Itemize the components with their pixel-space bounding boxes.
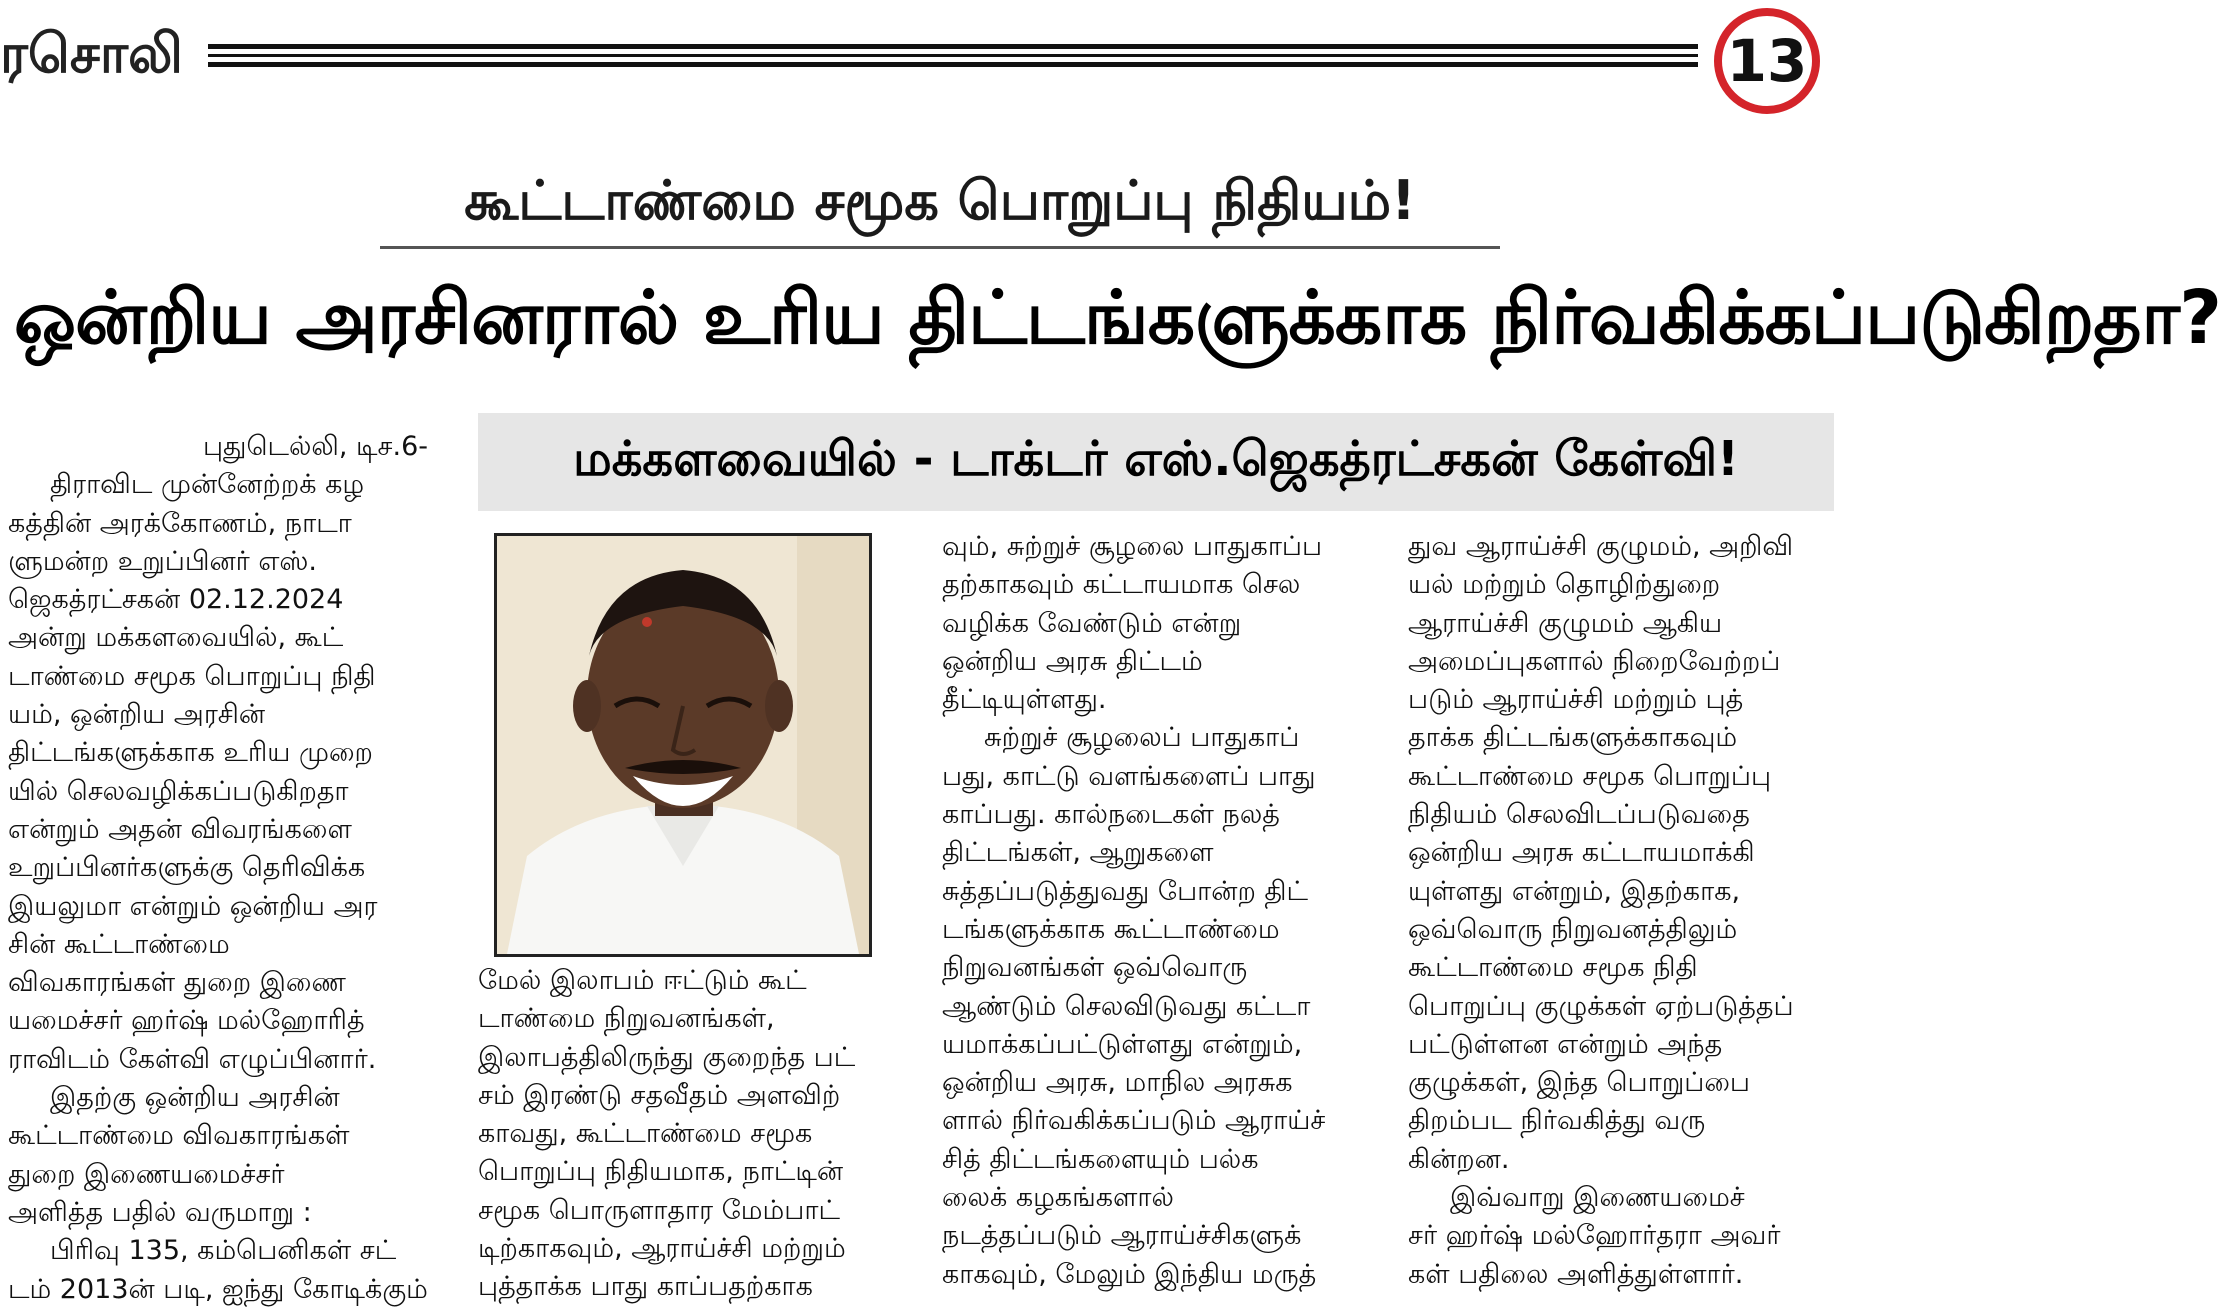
kicker-underline <box>380 246 1500 249</box>
article-column-2 <box>478 962 888 1307</box>
text-line: சம் இரண்டு சதவீதம் அளவிற் <box>478 1079 841 1111</box>
text-line: டங்களுக்காக கூட்டாண்மை <box>942 913 1280 945</box>
article-column-1 <box>8 428 428 1309</box>
text-line: அன்று மக்களவையில், கூட் <box>8 622 344 654</box>
text-line: திராவிட முன்னேற்றக் கழ <box>50 469 365 501</box>
text-line: திறம்பட நிர்வகித்து வரு <box>1408 1105 1706 1137</box>
text-line: யுள்ளது என்றும், இதற்காக, <box>1408 875 1741 907</box>
article-column-4 <box>1408 528 1828 1294</box>
text-line: இயலுமா என்றும் ஒன்றிய அர <box>8 890 378 922</box>
text-line: தீட்டியுள்ளது. <box>942 684 1107 716</box>
text-line: சித் திட்டங்களையும் பல்க <box>942 1143 1259 1175</box>
text-line: யல் மற்றும் தொழிற்துறை <box>1408 569 1721 601</box>
masthead-name: ரசொலி <box>0 22 184 85</box>
text-line: டிற்காகவும், ஆராய்ச்சி மற்றும் <box>478 1233 846 1265</box>
text-line: சுத்தப்படுத்துவது போன்ற திட் <box>942 875 1309 907</box>
text-line: யம், ஒன்றிய அரசின் <box>8 699 266 731</box>
text-line: பிரிவு 135, கம்பெனிகள் சட் <box>50 1235 397 1267</box>
text-line: கூட்டாண்மை சமூக நிதி <box>1408 952 1698 984</box>
text-line: தற்காகவும் கட்டாயமாக செல <box>942 569 1301 601</box>
text-line: யில் செலவழிக்கப்படுகிறதா <box>8 775 349 807</box>
text-line: கூட்டாண்மை விவகாரங்கள் <box>8 1120 350 1152</box>
text-line: யமைச்சர் ஹர்ஷ் மல்ஹோரித் <box>8 1005 365 1037</box>
text-line: காப்பது. கால்நடைகள் நலத் <box>942 799 1280 831</box>
text-line: அளித்த பதில் வருமாறு : <box>8 1196 312 1228</box>
text-line: இதற்கு ஒன்றிய அரசின் <box>50 1082 340 1114</box>
text-line: சமூக பொருளாதார மேம்பாட் <box>478 1194 840 1226</box>
text-line: ளால் நிர்வகிக்கப்படும் ஆராய்ச் <box>942 1105 1326 1137</box>
text-line: இலாபத்திலிருந்து குறைந்த பட் <box>478 1041 856 1073</box>
text-line: நிதியம் செலவிடப்படுவதை <box>1408 799 1750 831</box>
text-line: கின்றன. <box>1408 1143 1510 1175</box>
dateline: புதுடெல்லி, டிச.6- <box>202 431 428 462</box>
text-line: துவ ஆராய்ச்சி குழுமம், அறிவி <box>1408 531 1794 562</box>
text-line: படும் ஆராய்ச்சி மற்றும் புத் <box>1408 684 1744 716</box>
text-line: டாண்மை நிறுவனங்கள், <box>478 1003 775 1035</box>
subhead: மக்களவையில் - டாக்டர் எஸ்.ஜெகத்ரட்சகன் கேள்வி! <box>573 431 1739 487</box>
text-line: பொறுப்பு நிதியமாக, நாட்டின் <box>478 1156 844 1188</box>
kicker-title: கூட்டாண்மை சமூக பொறுப்பு நிதியம்! <box>464 169 1416 232</box>
text-line: ஒவ்வொரு நிறுவனத்திலும் <box>1408 913 1738 945</box>
text-line: வழிக்க வேண்டும் என்று <box>942 607 1242 639</box>
portrait-illustration <box>497 536 869 954</box>
text-line: ஒன்றிய அரசு, மாநில அரசுக <box>942 1067 1293 1099</box>
text-line: குழுக்கள், இந்த பொறுப்பை <box>1408 1067 1751 1099</box>
text-line: ராவிடம் கேள்வி எழுப்பினார். <box>8 1043 377 1075</box>
masthead-rule-bottom <box>208 62 1698 67</box>
portrait-photo <box>494 533 872 957</box>
text-line: ஆராய்ச்சி குழுமம் ஆகிய <box>1408 607 1723 639</box>
text-line: ஆண்டும் செலவிடுவது கட்டா <box>942 990 1311 1022</box>
text-line: ஒன்றிய அரசு திட்டம் <box>942 645 1203 677</box>
text-line: வும், சுற்றுச் சூழலை பாதுகாப்ப <box>942 531 1323 562</box>
text-line: திட்டங்களுக்காக உரிய முறை <box>8 737 373 769</box>
text-line: உறுப்பினர்களுக்கு தெரிவிக்க <box>8 852 366 884</box>
text-line: கத்தின் அரக்கோணம், நாடா <box>8 507 352 539</box>
subhead-box <box>478 413 1834 511</box>
text-line: டம் 2013ன் படி, ஐந்து கோடிக்கும் <box>8 1273 428 1305</box>
text-line: புத்தாக்க பாது காப்பதற்காக <box>478 1271 813 1303</box>
text-line: மேல் இலாபம் ஈட்டும் கூட் <box>478 965 807 996</box>
text-line: பட்டுள்ளன என்றும் அந்த <box>1408 1028 1723 1060</box>
text-line: சின் கூட்டாண்மை <box>8 928 230 960</box>
text-line: விவகாரங்கள் துறை இணை <box>8 967 346 999</box>
text-line: இவ்வாறு இணையமைச் <box>1450 1182 1745 1214</box>
text-line: நிறுவனங்கள் ஒவ்வொரு <box>942 952 1248 984</box>
text-line: தாக்க திட்டங்களுக்காகவும் <box>1408 722 1738 754</box>
main-headline: ஒன்றிய அரசினரால் உரிய திட்டங்களுக்காக நிர்வகிக்கப்படுகிறதா? <box>14 275 2221 361</box>
masthead-rule-top <box>208 44 1698 49</box>
text-line: டாண்மை சமூக பொறுப்பு நிதி <box>8 660 376 692</box>
text-line: சர் ஹர்ஷ் மல்ஹோர்தரா அவர் <box>1408 1220 1781 1252</box>
text-line: காவது, கூட்டாண்மை சமூக <box>478 1118 813 1150</box>
text-line: ஜெகத்ரட்சகன் 02.12.2024 <box>8 584 344 616</box>
text-line: ளுமன்ற உறுப்பினர் எஸ். <box>8 545 318 577</box>
text-line: கள் பதிலை அளித்துள்ளார். <box>1408 1258 1744 1290</box>
text-line: நடத்தப்படும் ஆராய்ச்சிகளுக் <box>942 1220 1302 1252</box>
text-line: துறை இணையமைச்சர் <box>8 1158 285 1190</box>
text-line: கூட்டாண்மை சமூக பொறுப்பு <box>1408 760 1772 792</box>
page-number-badge: 13 <box>1714 8 1820 114</box>
text-line: பொறுப்பு குழுக்கள் ஏற்படுத்தப் <box>1408 990 1794 1022</box>
text-line: லைக் கழகங்களால் <box>942 1182 1174 1214</box>
text-line: பது, காட்டு வளங்களைப் பாது <box>942 760 1316 792</box>
text-line: என்றும் அதன் விவரங்களை <box>8 813 352 845</box>
text-line: யமாக்கப்பட்டுள்ளது என்றும், <box>942 1028 1303 1060</box>
text-line: காகவும், மேலும் இந்திய மருத் <box>942 1258 1317 1290</box>
article-column-3 <box>942 528 1362 1294</box>
text-line: திட்டங்கள், ஆறுகளை <box>942 837 1214 869</box>
text-line: அமைப்புகளால் நிறைவேற்றப் <box>1408 645 1781 677</box>
text-line: சுற்றுச் சூழலைப் பாதுகாப் <box>984 722 1300 754</box>
text-line: ஒன்றிய அரசு கட்டாயமாக்கி <box>1408 837 1755 869</box>
masthead-rule-mid <box>208 54 1698 57</box>
